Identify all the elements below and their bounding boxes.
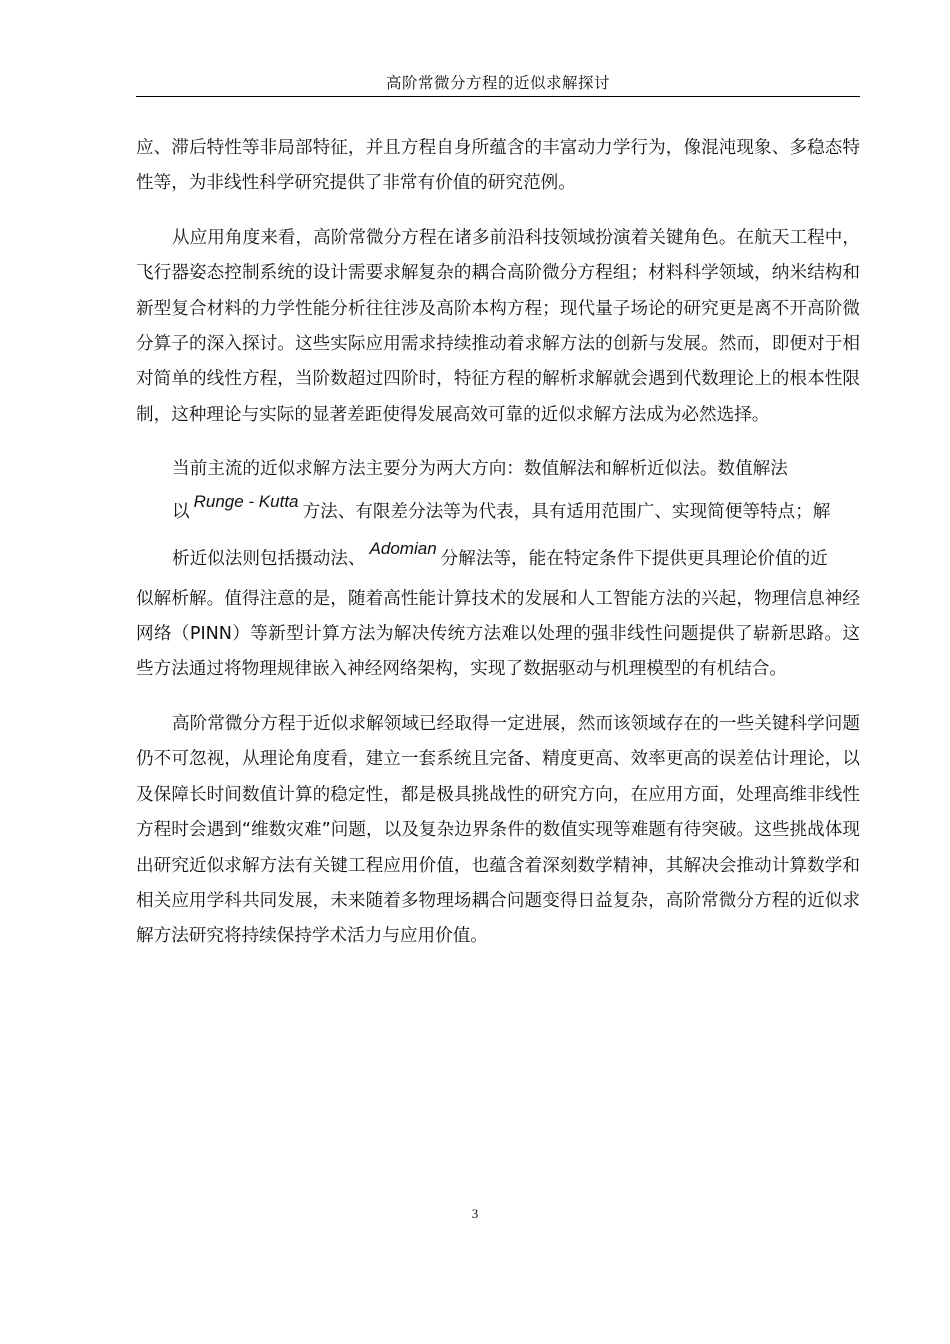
page-header [136,70,860,97]
adomian-formula: Adomian [369,538,437,558]
runge-kutta-formula: Runge - Kutta [193,491,299,511]
paragraph-continued: 应、滞后特性等非局部特征，并且方程自身所蕴含的丰富动力学行为，像混沌现象、多稳态特性等，为非线性科学研究提供了非常有价值的研究范例。 [136,138,860,194]
methods-line-3: 析近似法则包括摄动法、Adomian分解法等，能在特定条件下提供更具理论价值的近 [172,538,828,569]
paragraph-challenges: 高阶常微分方程于近似求解领域已经取得一定进展，然而该领域存在的一些关键科学问题仍不可忽视，从理论角度看，建立一套系统且完备、精度更高、效率更高的误差估计理论，以及保障长时间数值计算的稳定性，都是极具挑战性的研究方向，在应用方面，处理高维非线性方程时会遇到“维数灾难”问题，以及复杂边界条件的数值实现等难题有待突破。这些挑战体现出研究近似求解方法有关键工程应用价值，也蕴含着深刻数学精神，其解决会推动计算数学和相关应用学科共同发展，未来随着多物理场耦合问题变得日益复杂，高阶常微分方程的近似求解方法研究将持续保持学术活力与应用价值。 [136,713,860,947]
paragraph-applications: 从应用角度来看，高阶常微分方程在诸多前沿科技领域扮演着关键角色。在航天工程中，飞行器姿态控制系统的设计需要求解复杂的耦合高阶微分方程组；材料科学领域，纳米结构和新型复合材料的力学性能分析往往涉及高阶本构方程；现代量子场论的研究更是离不开高阶微分算子的深入探讨。这些实际应用需求持续推动着求解方法的创新与发展。然而，即便对于相对简单的线性方程，当阶数超过四阶时，特征方程的解析求解就会遇到代数理论上的根本性限制，这种理论与实际的显著差距使得发展高效可靠的近似求解方法成为必然选择。 [136,227,860,425]
body-text [136,131,860,955]
methods-line-1: 当前主流的近似求解方法主要分为两大方向：数值解法和解析近似法。数值解法 [172,459,788,480]
page-number: 3 [471,1206,479,1221]
paragraph-methods [136,452,860,688]
header-title: 高阶常微分方程的近似求解探讨 [385,74,610,92]
methods-line-2: 以Runge - Kutta方法、有限差分法等为代表，具有适用范围广、实现简便等特点；解 [172,491,831,522]
methods-rest: 似解析解。值得注意的是，随着高性能计算技术的发展和人工智能方法的兴起，物理信息神经网络（PINN）等新型计算方法为解决传统方法难以处理的强非线性问题提供了崭新思路。这些方法通过将物理规律嵌入神经网络架构，实现了数据驱动与机理模型的有机结合。 [136,588,860,680]
